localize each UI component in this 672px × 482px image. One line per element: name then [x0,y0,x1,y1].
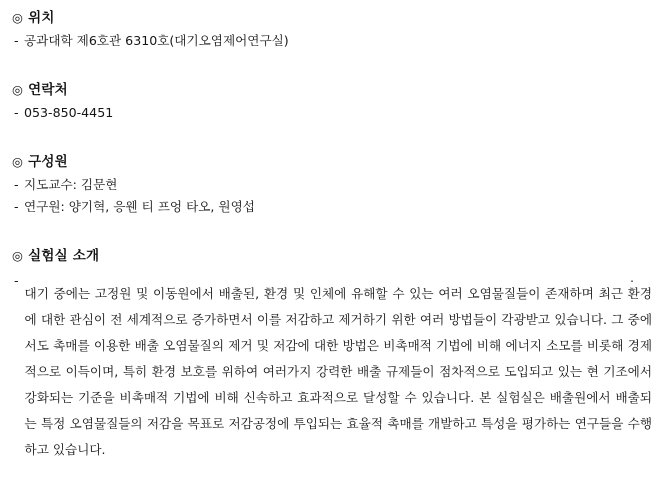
section-contact [10,80,654,124]
lab-intro-paragraph-text: 대기 중에는 고정원 및 이동원에서 배출된, 환경 및 인체에 유해할 수 있는 여러 오염물질들이 존재하며 최근 환경에 대한 관심이 전 세계적으로 증가하면서 이를 저감하고 제거하기 위한 여러 방법들이 각광받고 있습니다. 그 중에서도 촉매를 이용한 배출 오염물질의 제거 및 저감에 대한 방법은 비촉매적 기법에 비해 에너지 소모를 비롯해 경제적으로 이득이며, 특히 환경 보호를 위하여 여러가지 강력한 배출 규제들이 점차적으로 도입되고 있는 현 기조에서 강화되는 기준을 비촉매적 기법에 비해 신속하고 효과적으로 달성할 수 있습니다. 본 실험실은 배출원에서 배출되는 특정 오염물질들의 저감을 목표로 저감공정에 투입되는 효율적 촉매를 개발하고 특성을 평가하는 연구들을 수행하고 있습니다. [24,285,652,457]
list-item-text: 연구원: 양기혁, 응웬 티 프엉 타오, 원영섭 [24,199,255,214]
circle-bullet-icon: ◎ [12,154,24,169]
stray-period-mark: . [630,271,634,285]
section-heading-text: 구성원 [28,154,68,170]
circle-bullet-icon: ◎ [12,10,24,25]
section-heading-contact [10,80,654,100]
dash-bullet-icon: - [14,199,19,214]
list-item [10,30,654,52]
dash-bullet-icon: - [14,33,19,48]
list-item [10,102,654,124]
section-heading-text: 실험실 소개 [28,248,100,264]
spacer [10,222,654,246]
dash-bullet-icon: - [14,273,19,288]
spacer [10,56,654,80]
section-lab-intro [10,246,654,475]
dash-bullet-icon: - [14,105,19,120]
spacer [10,128,654,152]
section-heading-location [10,8,654,28]
section-heading-members [10,152,654,172]
list-item [10,196,654,218]
dash-bullet-icon: - [14,177,19,192]
lab-intro-paragraph-block [10,268,654,475]
section-members [10,152,654,218]
section-heading-text: 위치 [28,10,55,26]
list-item-text: 공과대학 제6호관 6310호(대기오염제어연구실) [24,33,289,48]
section-heading-text: 연락처 [28,82,68,98]
section-location [10,8,654,52]
list-item [10,174,654,196]
list-item-text: 053-850-4451 [24,105,114,120]
list-item-text: 지도교수: 김문현 [24,177,118,192]
circle-bullet-icon: ◎ [12,248,24,263]
section-heading-lab-intro [10,246,654,266]
circle-bullet-icon: ◎ [12,82,24,97]
